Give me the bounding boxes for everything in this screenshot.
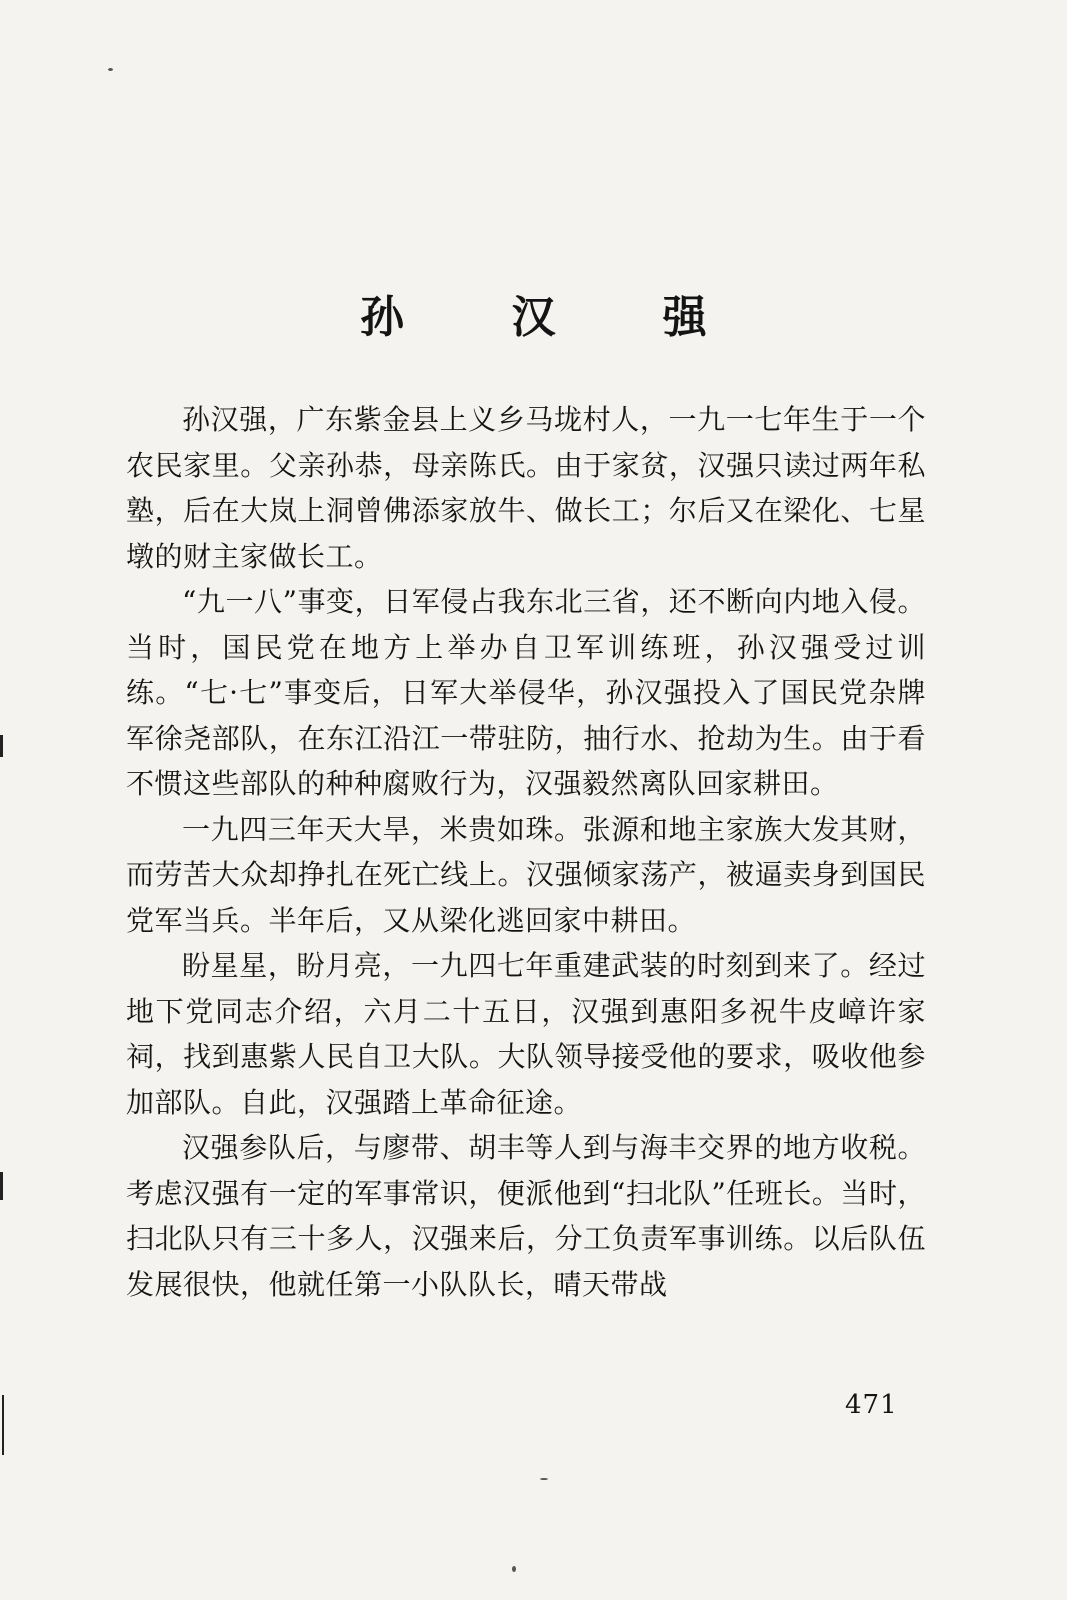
body-text xyxy=(126,397,926,1307)
scan-speck xyxy=(540,1478,548,1480)
chapter-title: 孙 汉 强 xyxy=(360,292,753,343)
paragraph: “九一八”事变，日军侵占我东北三省，还不断向内地入侵。当时，国民党在地方上举办自卫军训练班，孙汉强受过训练。“七·七”事变后，日军大举侵华，孙汉强投入了国民党杂牌军徐尧部队，在东江沿江一带驻防，抽行水、抢劫为生。由于看不惯这些部队的种种腐败行为，汉强毅然离队回家耕田。 xyxy=(126,585,926,800)
paragraph: 孙汉强，广东紫金县上义乡马垅村人，一九一七年生于一个农民家里。父亲孙恭，母亲陈氏。由于家贫，汉强只读过两年私塾，后在大岚上洞曾佛添家放牛、做长工；尔后又在梁化、七星墩的财主家做长工。 xyxy=(126,403,926,573)
page-number: 471 xyxy=(845,1390,898,1420)
paragraph: 一九四三年天大旱，米贵如珠。张源和地主家族大发其财，而劳苦大众却挣扎在死亡线上。汉强倾家荡产，被逼卖身到国民党军当兵。半年后，又从梁化逃回家中耕田。 xyxy=(126,812,926,937)
scan-speck xyxy=(108,68,113,71)
paragraph: 盼星星，盼月亮，一九四七年重建武装的时刻到来了。经过地下党同志介绍，六月二十五日，汉强到惠阳多祝牛皮嶂许家祠，找到惠紫人民自卫大队。大队领导接受他的要求，吸收他参加部队。自此，汉强踏上革命征途。 xyxy=(126,949,926,1119)
scan-edge-mark xyxy=(0,1172,3,1200)
scan-speck xyxy=(512,1566,516,1572)
scan-edge-mark xyxy=(0,735,3,757)
scan-edge-mark xyxy=(2,1395,4,1455)
paragraph: 汉强参队后，与廖带、胡丰等人到与海丰交界的地方收税。考虑汉强有一定的军事常识，便派他到“扫北队”任班长。当时，扫北队只有三十多人，汉强来后，分工负责军事训练。以后队伍发展很快，他就任第一小队队长，晴天带战 xyxy=(126,1131,926,1301)
